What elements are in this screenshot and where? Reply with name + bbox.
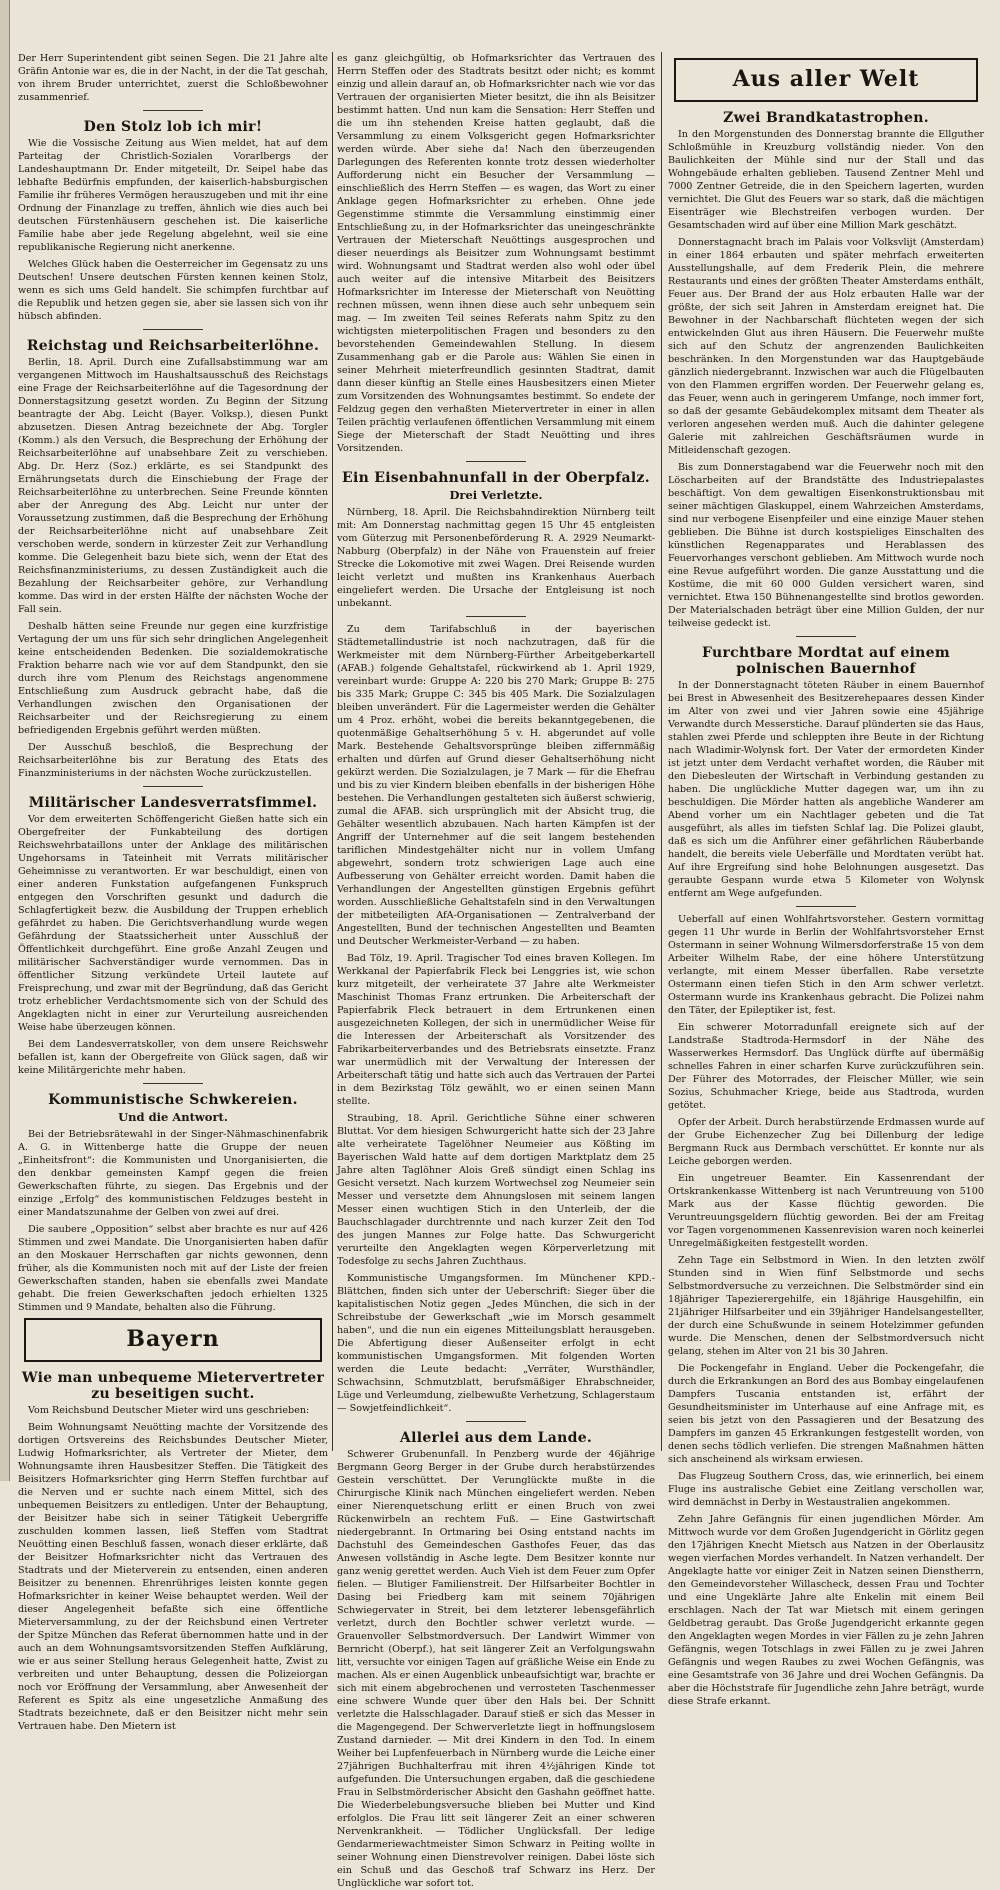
paragraph: Ueberfall auf einen Wohlfahrtsvorsteher. Gestern vormittag gegen 11 Uhr wurde in Berlin der Wohlfahrtsvorsteher Ernst Ostermann in seiner Wohnung Wilmersdorferstraße 15 von dem Arbeiter Wilhelm Rabe, der eine höhere Unterstützung verlangte, mit einem Messer überfallen. Rabe versetzte Ostermann einen tiefen Stich in den Arm schwer verletzt. Ostermann wurde ins Krankenhaus gebracht. Die Polizei nahm den Täter, der Epileptiker ist, fest. [668, 914, 984, 1016]
paragraph: Wie die Vossische Zeitung aus Wien meldet, hat auf dem Parteitag der Christlich-Sozialen Vorarlbergs der Landeshauptmann Dr. Ender mitgeteilt, Dr. Seipel habe das lebhafte Bedürfnis empfunden, der kaiserlich-habsburgischen Familie ihr früheres Vermögen herauszugeben und mit ihr eine Ordnung der Finanzlage zu treffen, ähnlich wie dies auch bei deutschen Fürstenhäusern geschehen ist. Die kaiserliche Familie habe aber jede Regelung abgelehnt, weil sie eine republikanische Regierung nicht anerkenne. [18, 138, 328, 253]
column-1 [18, 52, 328, 1732]
divider [466, 616, 526, 617]
paragraph: Zehn Tage ein Selbstmord in Wien. In den letzten zwölf Stunden sind in Wien fünf Selbstmorde und sechs Selbstmordversuche zu verzeichnen. Die Selbstmörder sind ein 18jähriger Tapezierergehilfe, ein 18jährige Hausgehilfin, ein 21jähriger Hilfsarbeiter und ein 39jähriger Handelsangestellter, der durch eine Schußwunde in seinem Hotelzimmer gefunden wurde. Die Menschen, denen der Selbstmordversuch nicht gelang, stehen im Alter von 21 bis 30 Jahren. [668, 1255, 984, 1357]
paragraph: Vom Reichsbund Deutscher Mieter wird uns geschrieben: [28, 1405, 310, 1416]
headline-stolz: Den Stolz lob ich mir! [83, 119, 263, 135]
paragraph: Deshalb hätten seine Freunde nur gegen eine kurzfristige Vertagung der um uns für sich sehr dringlichen Angelegenheit keine entscheidenden Bedenken. Die sozialdemokratische Fraktion beharre nach wie vor auf dem Standpunkt, den sie durch ihre vom Plenum des Reichstags angenommene Entschließung zum Ausdruck gebracht habe, daß die Verhandlungen zwischen den Organisationen der Reichsarbeiter und der Reichsregierung zu einem befriedigenden Ergebnis geführt werden müßten. [18, 621, 328, 736]
paragraph: Kommunistische Umgangsformen. Im Münchener KPD.-Blättchen, finden sich unter der Ueberschrift: Sieger über die kapitalistischen Notiz gegen „Jedes München, die sich in der Schreibstube der Gewerkschaft „wie im Morsch gesammelt haben“, und die nun ein eigenes Mitteilungsblatt herausgeben. Die Abfertigung dieser Außenseiter erfolgt in echt kommunistischen Umgangsformen. Mit folgenden Worten werden die Leute bedacht: „Verräter, Wursthändler, Schwachsinn, Schmutzblatt, berufsmäßiger Ehrabschneider, Lüge und Verleumdung, zielbewußte Verhetzung, Schlagerstaum — Sowjetfeindlichkeit“. [337, 1273, 655, 1414]
paragraph: Der Ausschuß beschloß, die Besprechung der Reichsarbeiterlöhne bis zur Beratung des Etats des Finanzministeriums in der nächsten Woche zurückzustellen. [18, 742, 328, 779]
paragraph: Zehn Jahre Gefängnis für einen jugendlichen Mörder. Am Mittwoch wurde vor dem Großen Jugendgericht in Görlitz gegen den 17jährigen Knecht Mietsch aus Natzen in der Oberlausitz wegen vierfachen Mordes verhandelt. In Natzen verhandelt. Der Angeklagte hatte vor einiger Zeit in Natzen seinen Dienstherrn, den Gemeindevorsteher Willascheck, dessen Frau und Tochter und eine Ungeklärte Jahre alte Enkelin mit einem Beil erschlagen. Nach der Tat war Mietsch mit einem geringen Geldbetrag geraubt. Das Große Jugendgericht erkannte gegen den Angeklagten wegen Mordes in vier Fällen zu je zehn Jahren Gefängnis, wegen Totschlags in zwei Fällen zu je zwei Jahren Gefängnis und wegen Raubes zu zwei Wochen Gefängnis, was eine Gesamtstrafe von 36 Jahre und drei Wochen Gefängnis. Da aber die Höchststrafe für Jugendliche zehn Jahre beträgt, wurde diese Strafe erkannt. [668, 1514, 984, 1707]
column-rule [661, 52, 662, 1451]
paragraph: Vor dem erweiterten Schöffengericht Gießen hatte sich ein Obergefreiter der Funkabteilung des dortigen Reichswehrbataillons unter der Anklage des militärischen Ungehorsams in Tateinheit mit Verrats militärischer Geheimnisse zu verantworten. Er war beschuldigt, einen von einer anderen Funkstation aufgefangenen Funkspruch entgegen den Vorschriften gesunkt und dadurch die Schlagfertigkeit bezw. die Ausbildung der Truppen erheblich gefährdet zu haben. Die Gerichtsverhandlung wurde wegen Gefährdung der Staatssicherheit unter Ausschluß der Öffentlichkeit durchgeführt. Eine große Anzahl Zeugen und militärischer Sachverständiger wurde vernommen. Das in öffentlicher Sitzung verkündete Urteil lautete auf Freisprechung, und zwar mit der Begründung, daß das Gericht trotz erheblicher Verdachtsmomente sich von der Schuld des Angeklagten nicht in einer zur Verurteilung ausreichenden Weise habe überzeugen können. [18, 814, 328, 1033]
column-3 [668, 52, 984, 1707]
paragraph: Bei dem Landesverratskoller, von dem unsere Reichswehr befallen ist, kann der Obergefreite von Glück sagen, daß wir keine Militärgerichte mehr haben. [18, 1039, 328, 1076]
paragraph: Berlin, 18. April. Durch eine Zufallsabstimmung war am vergangenen Mittwoch im Haushaltsausschuß des Reichstags eine Frage der Reichsarbeiterlöhne auf die Tagesordnung der Donnerstagsitzung gesetzt worden. Zu Beginn der Sitzung beantragte der Abg. Leicht (Bayer. Volksp.), diesen Punkt abzusetzen. Diesen Antrag bezeichnete der Abg. Torgler (Komm.) als den Versuch, die Besprechung der Erhöhung der Reichsarbeiterlöhne auf unabsehbare Zeit zu verschieben. Abg. Dr. Herz (Soz.) erklärte, es sei Standpunkt des Ernährungsetats durch die Einschiebung der Frage der Reichsarbeiterlöhne zu unterbrechen. Seine Freunde könnten aber der Anregung des Abg. Leicht nur unter der Voraussetzung zustimmen, daß die Besprechung der Erhöhung der Reichsarbeiterlöhne nicht auf unabsehbare Zeit verschoben werde, sondern in kürzester Zeit zur Verhandlung komme. Die Gelegenheit bazu biete sich, wenn der Etat des Reichsfinanzministeriums, zu dessen Zuständigkeit auch die Bezahlung der Reichsarbeiter gehöre, zur Verhandlung komme. Das wird in der ersten Hälfte der nächsten Woche der Fall sein. [18, 357, 328, 615]
paragraph: Zu dem Tarifabschluß in der bayerischen Städtemetallindustrie ist noch nachzutragen, daß für die Werkmeister mit dem Nürnberg-Fürther Arbeitgeberkartell (AFAB.) folgende Gehaltstafel, rückwirkend ab 1. April 1929, vereinbart wurde: Gruppe A: 220 bis 270 Mark; Gruppe B: 275 bis 335 Mark; Gruppe C: 345 bis 405 Mark. Die Sozialzulagen bleiben unverändert. Für die Lagermeister werden die Gehälter um 4 Proz. erhöht, wobei die bereits bekanntgegebenen, die quotenmäßige Gehaltserhöhung 5 v. H. abgerundet auf volle Mark. Bestehende Gehaltsvorsprünge bleiben ziffernmäßig erhalten und dürfen auf Grund dieser Gehaltserhöhung nicht gekürzt werden. Die Sozialzulagen, je 7 Mark — für die Ehefrau und bis zu vier Kindern bleiben ebenfalls in der bisherigen Höhe bestehen. Die Verhandlungen gestalteten sich äußerst schwierig, zumal die AFAB. sich ursprünglich mit der Absicht trug, die Gehälter wesentlich abzubauen. Nach harten Kämpfen ist der Angriff der Unternehmer auf die seit langem bestehenden tariflichen Mindestgehälter nicht nur in vollem Umfang abgewehrt, sondern trotz schwierigen Lage auch eine Aufbesserung von Gehälter erreicht worden. Damit haben die Verhandlungen der Angestellten günstigen Ergebnis geführt worden. Ausschließliche Gehaltstafeln sind in den Verwaltungen der mitbeteiligten AfA-Organisationen — Zentralverband der Angestellten, Bund der technischen Angestellten und Beamten und Deutscher Werkmeister-Verband — zu haben. [337, 624, 655, 947]
page-binding-edge [0, 0, 10, 1481]
headline-landesverrat: Militärischer Landesverratsfimmel. [28, 795, 318, 811]
paragraph: Bad Tölz, 19. April. Tragischer Tod eines braven Kollegen. Im Werkkanal der Papierfabrik Fleck bei Lenggries ist, wie schon kurz mitgeteilt, der verheiratete 37 Jahre alte Werkmeister Maschinist Thomas Franz ertrunken. Die Arbeiterschaft der Papierfabrik Fleck betrauert in dem Ertrunkenen einen ausgezeichneten Kollegen, der sich in unermüdlicher Weise für die Interessen der Arbeiterschaft als Vorsitzender des Fabrikarbeiterverbandes und des Betriebsrats einsetzte. Franz war unermüdlich mit der Verwaltung der Interessen der Arbeiterschaft tätig und hatte sich auch das Vertrauen der Partei in dem Bezirkstag Tölz gewählt, wo er einen seinen Mann stellte. [337, 953, 655, 1107]
headline-reichstag: Reichstag und Reichsarbeiterlöhne. [26, 338, 320, 354]
divider [143, 786, 203, 787]
paragraph: Das Flugzeug Southern Cross, das, wie erinnerlich, bei einem Fluge ins australische Gebiet eine Zeitlang verschollen war, wird demnächst in Derby in Westaustralien angekommen. [668, 1471, 984, 1508]
section-box-aus-aller-welt: Aus aller Welt [674, 58, 978, 102]
column-rule [332, 52, 333, 1451]
paragraph: In der Donnerstagnacht töteten Räuber in einem Bauernhof bei Brest in Abwesenheit des Besitzerehepaares dessen Kinder im Alter von zwei und vier Jahren sowie eine 45jährige Verwandte durch Messerstiche. Darauf plünderten sie das Haus, stahlen zwei Pferde und schleppten ihre Beute in der Richtung nach Wladimir-Wolynsk fort. Der Vater der ermordeten Kinder ist jetzt unter dem Verdacht verhaftet worden, die Räuber mit den Diebesleuten der Wirtschaft in Verbindung gestanden zu haben. Die unglückliche Mutter dagegen war, um ihn zu beschuldigen. Die Mörder hatten als angebliche Wanderer am Abend vorher um ein Nachtlager gebeten und die Tat ausgeführt, als alles im tiefsten Schlaf lag. Die Polizei glaubt, daß es sich um die Anführer einer gefährlichen Räuberbande handelt, die bereits viele Ueberfälle und Mordtaten verübt hat. Auf ihre Ergreifung sind hohe Belohnungen ausgesetzt. Das geraubte Gespann wurde etwa 5 Kilometer von Wolynsk entfernt am Wege aufgefunden. [668, 680, 984, 899]
paragraph: Schwerer Grubenunfall. In Penzberg wurde der 46jährige Bergmann Georg Berger in der Grube durch herabstürzendes Gestein verschüttet. Der Verunglückte mußte in die Chirurgische Klinik nach München eingeliefert werden. Neben einer Nierenquetschung erlitt er einen Bruch von zwei Rückenwirbeln an rechtem Fuß. — Eine Gastwirtschaft niedergebrannt. In Ortmaring bei Osing entstand nachts im Dachstuhl des Gemeindeschen Gasthofes Feuer, das das Anwesen vollständig in Asche legte. Dem Besitzer konnte nur ganz wenig gerettet werden. Auch Vieh ist dem Feuer zum Opfer fielen. — Blutiger Familienstreit. Der Hilfsarbeiter Bochtler in Dasing bei Friedberg kam mit seinem 70jährigen Schwiegervater in Streit, bei dem letzterer lebensgefährlich verletzt, durch den Bochtler schwer verletzt wurde. — Grauenvoller Selbstmordversuch. Der Landwirt Wimmer von Bernricht (Oberpf.), hat seit längerer Zeit an Verfolgungswahn litt, versuchte vor einigen Tagen auf gräßliche Weise ein Ende zu machen. Als er einen Augenblick unbeaufsichtigt war, brachte er sich mit einem abgebrochenen und verrosteten Taschenmesser eine schwere Wunde quer über den Hals bei. Der Schnitt verletzte die Halsschlagader. Darauf stieß er sich das Messer in die Magengegend. Der Schwerverletzte liegt in hoffnungslosem Zustand darnieder. — Mit drei Kindern in den Tod. In einem Weiher bei Lupfenfeuerbach in Nürnberg wurde die Leiche einer 27jährigen Buchhalterfrau mit ihren 4½jährigen Kinde tot aufgefunden. Die Untersuchungen ergaben, daß die geschiedene Frau in Selbstmörderischer Absicht den Gashahn geöffnet hatte. Die Wiederbelebungsversuche blieben bei Mutter und Kind erfolglos. Die Frau litt seit längerer Zeit an einer schweren Nervenkrankheit. — Tödlicher Unglücksfall. Der ledige Gendarmeriewachtmeister Simon Schwarz in Peiting wollte in seiner Wohnung einen Dienstrevolver reinigen. Dabei löste sich ein Schuß und das Geschoß traf Schwarz ins Herz. Der Unglückliche war sofort tot. [337, 1449, 655, 1889]
divider [143, 1083, 203, 1084]
headline-mordtat: Furchtbare Mordtat auf einem polnischen Bauernhof [702, 645, 950, 677]
subheadline: Und die Antwort. [118, 1110, 228, 1124]
divider [143, 329, 203, 330]
paragraph: Die saubere „Opposition“ selbst aber brachte es nur auf 426 Stimmen und zwei Mandate. Die Unorganisierten haben dafür an den Moskauer Herrschaften gar nichts gewonnen, denn früher, als die Kommunisten noch mit auf der Liste der freien Gewerkschaften standen, haben sie ebenfalls zwei Mandate gehabt. Die freien Gewerkschaften jedoch erhielten 1325 Stimmen und 9 Mandate, behalten also die Führung. [18, 1224, 328, 1313]
paragraph: Nürnberg, 18. April. Die Reichsbahndirektion Nürnberg teilt mit: Am Donnerstag nachmittag gegen 15 Uhr 45 entgleisten vom Güterzug mit Personenbeförderung R. A. 2929 Neumarkt-Nabburg (Oberpfalz) in der Nähe von Frauenstein auf freier Strecke die Lokomotive mit zwei Wagen. Drei Reisende wurden leicht verletzt und mußten ins Krankenhaus Auerbach eingeliefert werden. Die Ursache der Entgleisung ist noch unbekannt. [337, 507, 655, 609]
paragraph: es ganz gleichgültig, ob Hofmarksrichter das Vertrauen des Herrn Steffen oder des Stadtrats besitzt oder nicht; es kommt einzig und allein darauf an, ob Hofmarksrichter nach wie vor das Vertrauen der organisierten Mieter besitzt, die ihn als Beisitzer bestimmt hatten. Und nun kam die Sensation: Herr Steffen und die um ihn stehenden Kreise hatten geglaubt, daß die Versammlung zu einem Volksgericht gegen Hofmarksrichter werden würde. Aber siehe da! Nach den überzeugenden Darlegungen des Referenten konnte trotz dessen wiederholter Aufforderung nicht ein Besucher der Versammlung — einschließlich des Herrn Steffen — es wagen, das Wort zu einer Anklage gegen Hofmarksrichter zu erheben. Ohne jede Gegenstimme stimmte die Versammlung einstimmig einer Entschließung zu, in der Hofmarksrichter das uneingeschränkte Vertrauen der Mieterschaft Neuöttings ausgesprochen und dieser neuerdings als Beisitzer zum Wohnungsamt bestimmt wird. Wohnungsamt und Stadtrat werden also wohl oder übel auch weiter auf die intensive Mitarbeit des Beisitzers Hofmarksrichter im Interesse der Mieterschaft von Neuötting rechnen müssen, wenn ihnen diese auch sehr unbequem sein mag. — Im zweiten Teil seines Referats nahm Spitz zu den wichtigsten mieterpolitischen Fragen und besonders zu den bevorstehenden Gemeindewahlen Stellung. In diesem Zusammenhang gab er die Parole aus: Wählen Sie einen in seiner Mehrheit mieterfreundlich gesinnten Stadtrat, damit dann dieser künftig an Stelle eines Hausbesitzers einen Mieter zum Vorsitzenden des Wohnungsamtes bestimmt. So endete der Feldzug gegen den verhaßten Mietervertreter in einer in allen Teilen prächtig verlaufenen öffentlichen Versammlung mit einem Siege der Mieterschaft der Stadt Neuötting und ihres Vorsitzenden. [337, 53, 655, 454]
paragraph: Beim Wohnungsamt Neuötting machte der Vorsitzende des dortigen Ortsvereins des Reichsbundes Deutscher Mieter, Ludwig Hofmarksrichter, als Vertreter der Mieter, dem Wohnungsamte ihren Hausbesitzer Steffen. Die Tätigkeit des Beisitzers Hofmarksrichter ging Herrn Steffen furchtbar auf die Nerven und er suchte nach einem Mittel, sich des unbequemen Beisitzers zu entledigen. Unter der Behauptung, der Beisitzer habe sich in seiner Tätigkeit Uebergriffe zuschulden kommen lassen, ließ Steffen vom Stadtrat Neuötting einen Beschluß fassen, wonach dieser erklärte, daß der Beisitzer Hofmarksrichter nicht das Vertrauen des Stadtrats und der Mieterverein zu entsenden, einen anderen Beisitzer zu benennen. Ehrenrühriges leisten konnte gegen Hofmarksrichter in keiner Weise behauptet werden. Weil der dieser Angelegenheit befaßte sich eine öffentliche Mieterversammlung, zu der der Reichsbund einen Vertreter der Spitze München das Referat übernommen hatte und in der auch an dem Wohnungsamtsvorsitzenden Steffen Aufklärung, wie er aus seiner Stellung heraus Gelegenheit hatte, Zwist zu verbreiten und unter Behauptung, dessen die Polizeiorgan noch vor Eröffnung der Versammlung, aber Anwesenheit der Referent es Spitz als eine ungesetzliche Anmaßung des Stadtrats bezeichnete, daß er den Beisitzer nicht mehr sein Vertrauen habe. Den Mietern ist [18, 1422, 328, 1732]
paragraph: Die Pockengefahr in England. Ueber die Pockengefahr, die durch die Erkrankungen an Bord des aus Bombay eingelaufenen Dampfers Tuscania entstanden ist, erfährt der Gesundheitsminister im Unterhause auf eine Anfrage mit, es seien bis jetzt von den Passagieren und der Besatzung des Dampfers im ganzen 45 Erkrankungen festgestellt worden, von denen sechs tödlich verliefen. Die strengen Maßnahmen hätten sich anscheinend als wirksam erwiesen. [668, 1363, 984, 1465]
subheadline: Drei Verletzte. [449, 488, 543, 502]
headline-mietervertreter: Wie man unbequeme Mietervertreter zu beseitigen sucht. [21, 1370, 325, 1402]
paragraph: Bei der Betriebsrätewahl in der Singer-Nähmaschinenfabrik A. G. in Wittenberge hatte die Gruppe der neuen „Einheitsfront“: die Kommunisten und Unorganisierten, die den denkbar gemeinsten Kampf gegen die freien Gewerkschaften führte, zu siegen. Das Ergebnis und der einzige „Erfolg“ des kommunistischen Feldzuges besteht in einer Mandatszunahme der Gelben von zwei auf drei. [18, 1129, 328, 1218]
column-2 [337, 52, 655, 1889]
divider [796, 636, 856, 637]
article-intro: Der Herr Superintendent gibt seinen Segen. Die 21 Jahre alte Gräfin Antonie war es, die in der Nacht, in der die Tat geschah, von ihrem Bruder unterrichtet, zuerst die Schloßbewohner zusammenrief. [18, 53, 328, 103]
section-box-bayern: Bayern [24, 1318, 322, 1362]
paragraph: Welches Glück haben die Oesterreicher im Gegensatz zu uns Deutschen! Unsere deutschen Fürsten kennen keinen Stolz, wenn es sich ums Geld handelt. Sie schimpfen furchtbar auf die Republik und hetzen gegen sie, aber sie lassen sich von ihr hübsch abfinden. [18, 259, 328, 322]
divider [796, 906, 856, 907]
divider [466, 1421, 526, 1422]
headline-allerlei: Allerlei aus dem Lande. [399, 1430, 593, 1446]
headline-kommunistische: Kommunistische Schwkereien. [48, 1092, 298, 1108]
paragraph: In den Morgenstunden des Donnerstag brannte die Ellguther Schloßmühle in Kreuzburg vollständig nieder. Von den Baulichkeiten der Mühle sind nur der Stall und das Wohngebäude erhalten geblieben. Tausend Zentner Mehl und 7000 Zentner Getreide, die in den Speichern lagerten, wurden vernichtet. Die Glut des Feuers war so stark, daß die mächtigen Eisenträger wie Blechstreifen verbogen wurden. Der Gesamtschaden wird auf über eine Million Mark geschätzt. [668, 129, 984, 231]
divider [466, 461, 526, 462]
paragraph: Donnerstagnacht brach im Palais voor Volksvlijt (Amsterdam) in einer 1864 erbauten und später mehrfach erweiterten Ausstellungshalle, auf dem Frederik Plein, die mehrere Restaurants und eines der größten Theater Amsterdams enthält, Feuer aus. Der Brand der aus Holz erbauten Halle war der größte, der sich seit Jahren in Amsterdam ereignet hat. Die Bewohner in der Nachbarschaft flüchteten wegen der sich entwickelnden Glut aus ihren Häusern. Die Feuerwehr mußte sich auf den Schutz der angrenzenden Baulichkeiten beschränken. In den Morgenstunden war das Hauptgebäude gänzlich niedergebrannt. Inzwischen war auch die Flügelbauten von den Flammen ergriffen worden. Der Feuerwehr gelang es, das Feuer, wenn auch in geringerem Umfange, noch immer fort, so daß der gesamte Gebäudekomplex mitsamt dem Theater als verloren angesehen werden muß. Auch die dahinter gelegene Galerie mit zahlreichen Geschäftsräumen wurde in Mitleidenschaft gezogen. [668, 237, 984, 456]
paragraph: Ein ungetreuer Beamter. Ein Kassenrendant der Ortskrankenkasse Wittenberg ist nach Veruntreuung von 5100 Mark aus der Kasse flüchtig geworden. Die Veruntreuungsgeldern flüchtig geworden. Bei der am Freitag vor Tagen vorgenommenen Kassenrevision waren noch keinerlei Unregelmäßigkeiten festgestellt worden. [668, 1173, 984, 1249]
paragraph: Bis zum Donnerstagabend war die Feuerwehr noch mit den Löscharbeiten auf der Brandstätte des Industriepalastes beschäftigt. Von dem gewaltigen Eisenkonstruktionsbau mit seiner mächtigen Glaskuppel, einem Wahrzeichen Amsterdams, sind nur verbogene Eisenpfeiler und eine einzige Mauer stehen geblieben. Die Bühne ist durch kostspieliges Einschalten des künstlichen Regenapparates und Herablassen des Feuervorhanges verschont geblieben. Am Mittwoch wurde noch eine Revue aufgeführt worden. Die ganze Ausstattung und die Kostüme, die mit 60 000 Gulden versichert waren, sind vernichtet. Etwa 150 Bühnenangestellte sind brotlos geworden. Der Materialschaden beträgt über eine Million Gulden, der nur teilweise gedeckt ist. [668, 462, 984, 629]
headline-brandkatastrophen: Zwei Brandkatastrophen. [723, 110, 929, 126]
divider [143, 110, 203, 111]
paragraph: Opfer der Arbeit. Durch herabstürzende Erdmassen wurde auf der Grube Eichenzecher Zug bei Dillenburg der ledige Bergmann Ruck aus Dermbach verschüttet. Er konnte nur als Leiche geborgen werden. [668, 1117, 984, 1167]
paragraph: Ein schwerer Motorradunfall ereignete sich auf der Landstraße Stadtroda-Hermsdorf in der Nähe des Wasserwerkes Hermsdorf. Das Unglück dürfte auf übermäßig schnelles Fahren in einer scharfen Kurve zurückzuführen sein. Der Führer des Motorrades, der Fleischer Müller, wie sein Sozius, Schuhmacher Kriege, beide aus Stadtroda, wurden getötet. [668, 1022, 984, 1111]
paragraph: Straubing, 18. April. Gerichtliche Sühne einer schweren Bluttat. Vor dem hiesigen Schwurgericht hatte sich der 23 Jahre alte verheiratete Tagelöhner Neumeier aus Kößting im Bayerischen Wald hatte auf dem dortigen Marktplatz dem 25 Jahre alten Taglöhner Alois Greß sündigt einen Schlag ins Gesicht versetzt. Nach kurzem Wortwechsel zog Neumeier sein Messer und versetzte dem Ahnungslosen mit seinem langen Messer einen wuchtigen Stich in den Unterleib, der die Bauchschlagader durchtrennte und nach kurzer Zeit den Tod des jungen Mannes zur Folge hatte. Das Schwurgericht verurteilte den Angeklagten wegen Körperverletzung mit Todesfolge zu sechs Jahren Zuchthaus. [337, 1113, 655, 1267]
headline-eisenbahnunfall: Ein Eisenbahnunfall in der Oberpfalz. [342, 470, 650, 486]
